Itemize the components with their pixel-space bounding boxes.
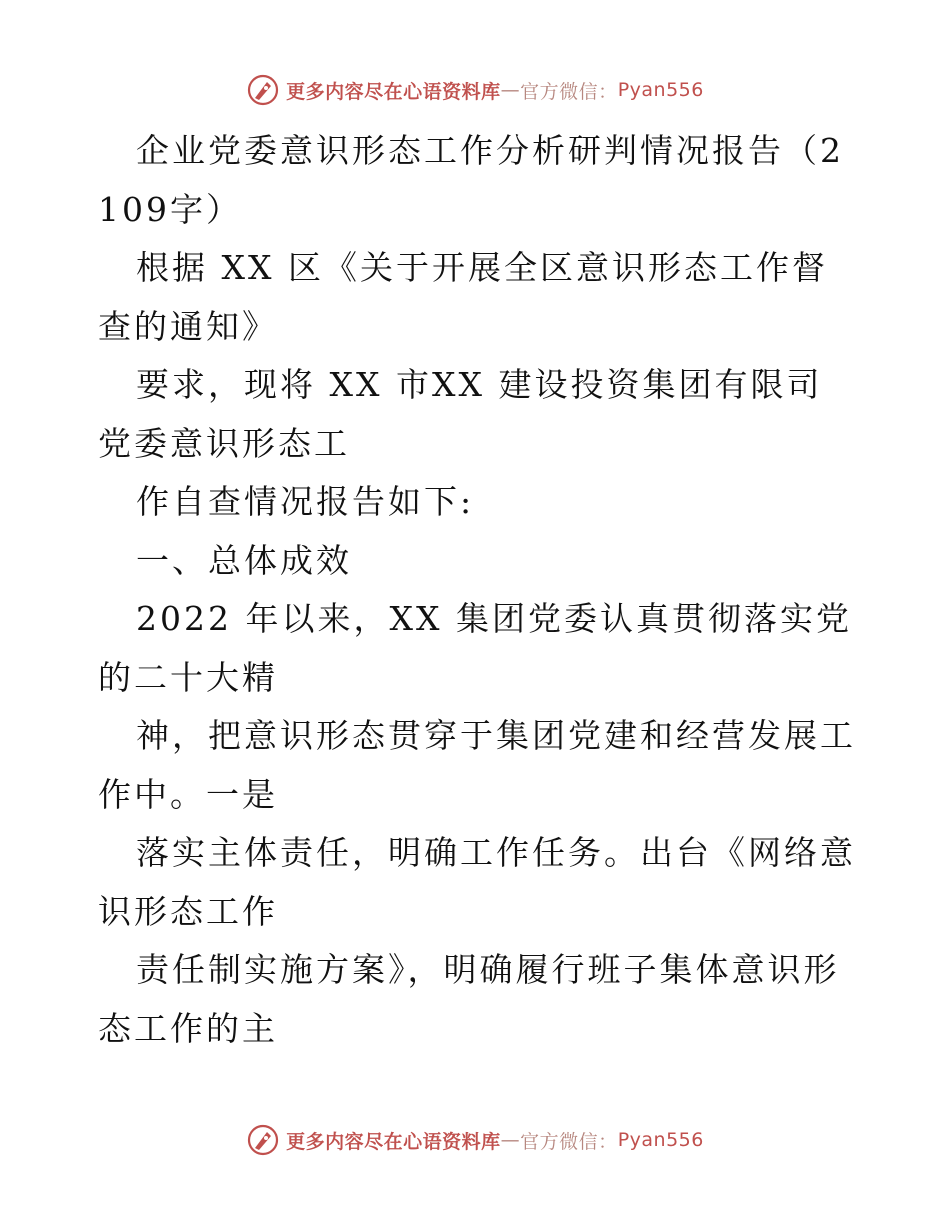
watermark-header	[0, 72, 950, 108]
paragraph: 落实主体责任，明确工作任务。出台《网络意识形态工作	[98, 833, 856, 931]
watermark-site-text: 更多内容尽在心语资料库	[286, 1130, 501, 1153]
paragraph: 责任制实施方案》，明确履行班子集体意识形态工作的主	[98, 950, 840, 1048]
watermark-wechat-label: 官方微信：	[520, 80, 618, 103]
watermark-separator: —	[500, 1129, 521, 1151]
watermark-separator: —	[500, 79, 521, 101]
watermark-wechat-id: Pyan556	[617, 1129, 704, 1151]
paragraph: 2022 年以来，XX 集团党委认真贯彻落实党的二十大精	[98, 599, 852, 697]
paragraph: 根据 XX 区《关于开展全区意识形态工作督查的通知》	[98, 248, 828, 346]
document-title: 企业党委意识形态工作分析研判情况报告（2109字）	[98, 131, 844, 229]
watermark-site-text: 更多内容尽在心语资料库	[286, 80, 501, 103]
paragraph: 作自查情况报告如下:	[136, 482, 475, 521]
document-body	[98, 122, 858, 1058]
watermark-wechat-label: 官方微信：	[520, 1130, 618, 1153]
pen-nib-icon	[246, 1123, 280, 1157]
pen-nib-icon	[246, 73, 280, 107]
paragraph: 神，把意识形态贯穿于集团党建和经营发展工作中。一是	[98, 716, 856, 814]
watermark-footer	[0, 1122, 950, 1158]
paragraph: 要求，现将 XX 市XX 建设投资集团有限司党委意识形态工	[98, 365, 823, 463]
section-heading: 一、总体成效	[136, 540, 352, 580]
watermark-wechat-id: Pyan556	[617, 79, 704, 101]
